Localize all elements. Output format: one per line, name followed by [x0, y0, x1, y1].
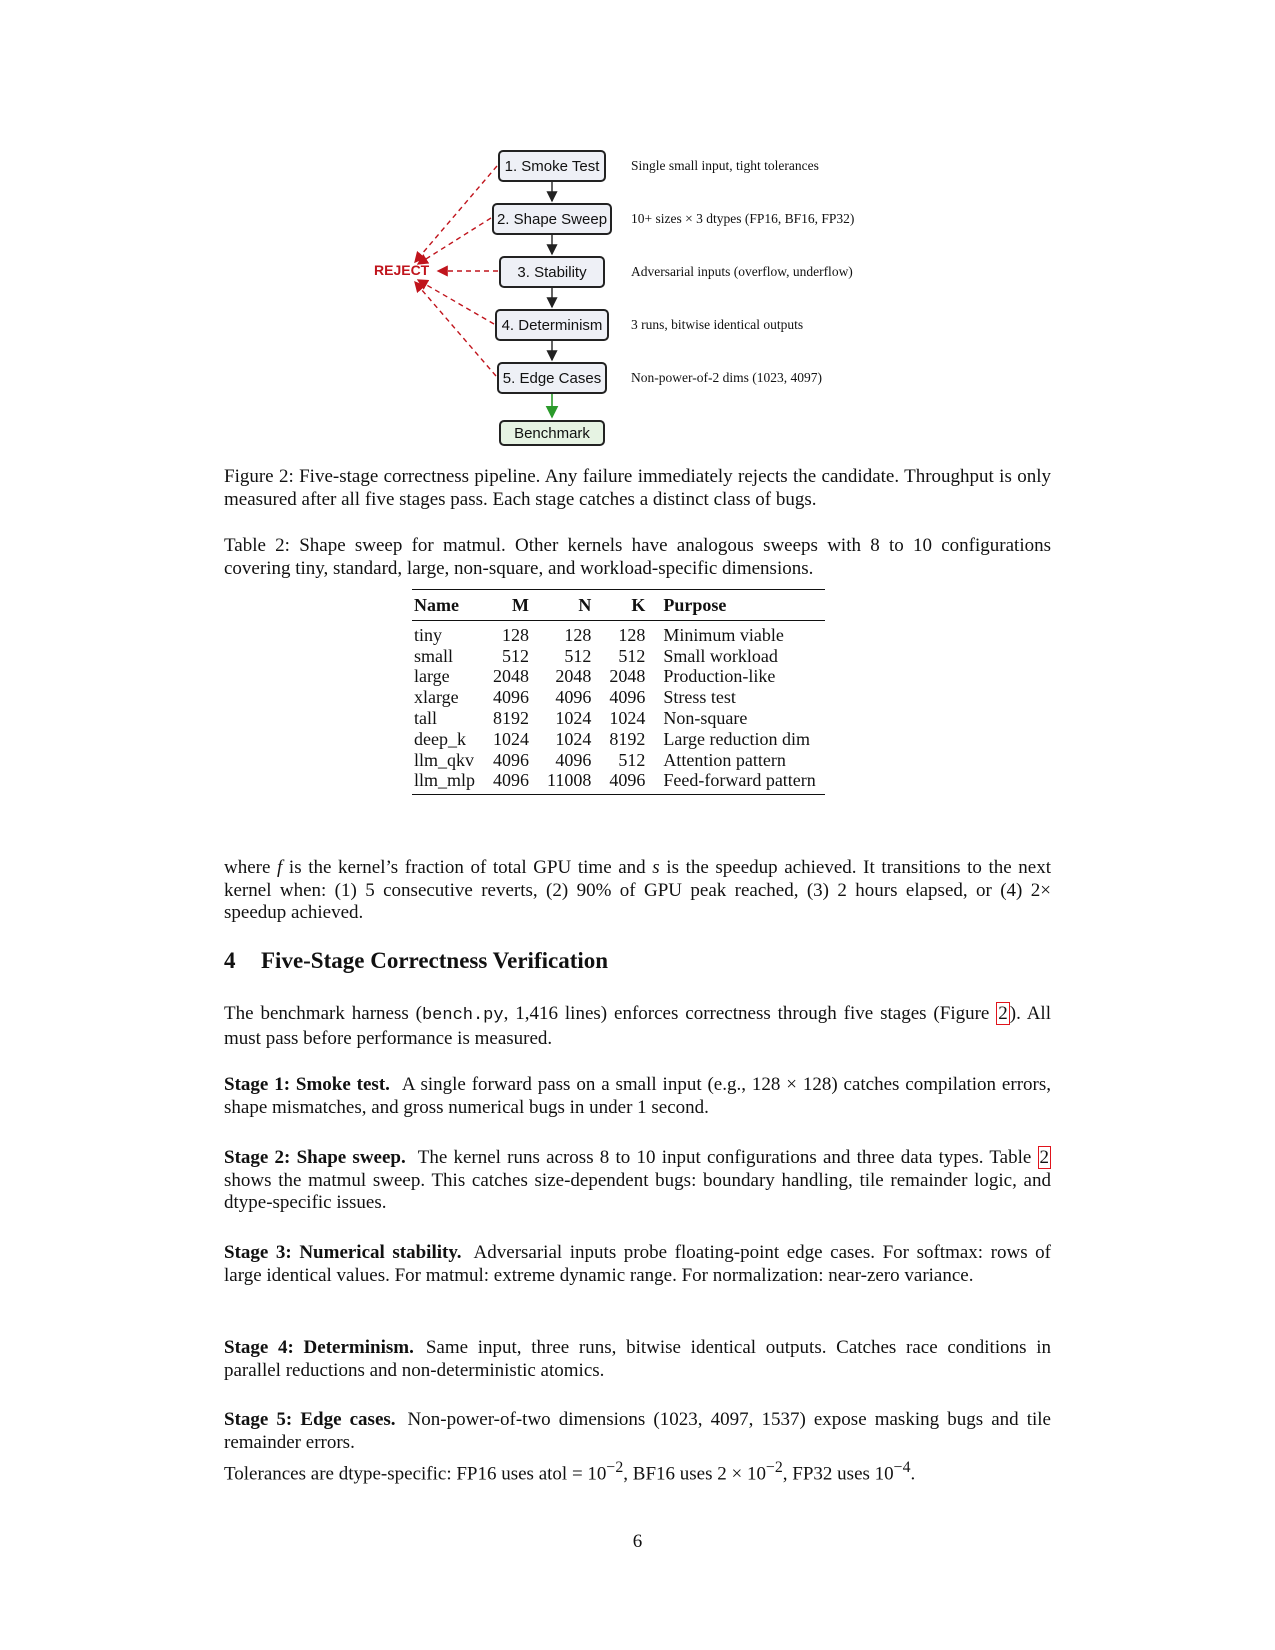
- stage-body: Non-power-of-two dimensions (1023, 4097, 1537) expose masking bugs and tile remainder errors.: [224, 1409, 1051, 1453]
- cell-m: 4096: [493, 749, 530, 770]
- stage-5-paragraph: [224, 1409, 1051, 1454]
- table-caption: Table 2: Shape sweep for matmul. Other kernels have analogous sweeps with 8 to 10 configurations covering tiny, standard, large, non-square, and workload-specific dimensions.: [224, 535, 1051, 579]
- section-heading: [224, 948, 608, 974]
- text-run: , FP32 uses 10: [782, 1463, 894, 1485]
- reject-line-1: [415, 166, 497, 262]
- stage-desc-stability: Adversarial inputs (overflow, underflow): [631, 264, 853, 279]
- stage-box-stability: 3. Stability: [499, 256, 605, 288]
- cell-k: 512: [618, 749, 646, 770]
- exponent: −2: [765, 1459, 783, 1476]
- table-row: [412, 770, 825, 794]
- table-row: [412, 620, 825, 645]
- table-ref-link[interactable]: 2: [1039, 1147, 1049, 1168]
- figure-ref-link[interactable]: 2: [998, 1003, 1008, 1024]
- run-in-heading: Stage 1: Smoke test.: [224, 1074, 390, 1095]
- cell-m: 128: [502, 624, 530, 645]
- cell-m: 2048: [493, 666, 530, 687]
- cell-m: 1024: [493, 728, 530, 749]
- math-var-s: s: [652, 857, 660, 878]
- cell-name: llm_mlp: [412, 770, 484, 794]
- stage-4-paragraph: [224, 1337, 1051, 1382]
- cell-name: llm_qkv: [414, 749, 475, 770]
- stage-desc-shape-sweep: 10+ sizes × 3 dtypes (FP16, BF16, FP32): [631, 211, 855, 226]
- cell-k: 4096: [600, 770, 654, 794]
- text-run: , BF16 uses 2 × 10: [623, 1463, 766, 1485]
- reject-label: REJECT: [374, 262, 430, 278]
- cell-n: 4096: [555, 687, 592, 708]
- cell-n: 4096: [555, 749, 592, 770]
- text-run: .: [910, 1463, 916, 1485]
- col-header-m: M: [484, 590, 538, 621]
- col-header-purpose: Purpose: [654, 590, 824, 621]
- stage-body: shows the matmul sweep. This catches size-dependent bugs: boundary handling, tile remainder logic, and dtype-specific issues.: [224, 1169, 1051, 1213]
- text-run: Tolerances are dtype-specific: FP16 uses atol = 10: [224, 1463, 607, 1485]
- cell-m: 4096: [484, 770, 538, 794]
- figure-caption: Figure 2: Five-stage correctness pipeline. Any failure immediately rejects the candidate. Throughput is only measured after all five stages pass. Each stage catches a distinct class of bugs.: [224, 466, 1051, 510]
- exponent: −2: [606, 1459, 624, 1476]
- text-run: , 1,416 lines) enforces correctness through five stages (Figure: [503, 1003, 997, 1024]
- stage-2-paragraph: [224, 1147, 1051, 1215]
- cell-purpose: Small workload: [663, 645, 778, 666]
- tolerances-paragraph: [224, 1457, 1051, 1486]
- stage-3-paragraph: [224, 1242, 1051, 1287]
- cell-purpose: Minimum viable: [663, 624, 784, 645]
- cell-purpose: Feed-forward pattern: [654, 770, 824, 794]
- cell-k: 2048: [609, 666, 646, 687]
- shape-sweep-table: [412, 589, 825, 795]
- math-var-f: f: [277, 857, 283, 878]
- stage-desc-smoke-test: Single small input, tight tolerances: [631, 158, 819, 173]
- cell-purpose: Non-square: [663, 707, 748, 728]
- exponent: −4: [893, 1459, 911, 1476]
- table-row: [412, 708, 825, 729]
- cell-purpose: Stress test: [663, 687, 736, 708]
- run-in-heading: Stage 3: Numerical stability.: [224, 1242, 462, 1263]
- text-run: is the kernel’s fraction of total GPU time and: [282, 857, 653, 878]
- table-row: [412, 666, 825, 687]
- cell-purpose: Large reduction dim: [663, 728, 810, 749]
- harness-paragraph: [224, 1003, 1051, 1050]
- cell-k: 1024: [609, 707, 646, 728]
- table-row: [412, 687, 825, 708]
- cell-purpose: Attention pattern: [663, 749, 786, 770]
- cell-purpose: Production-like: [663, 666, 776, 687]
- pipeline-figure: [0, 0, 1275, 440]
- section-number: 4: [224, 948, 236, 973]
- cell-k: 512: [618, 645, 646, 666]
- cell-n: 11008: [538, 770, 600, 794]
- stage-desc-determinism: 3 runs, bitwise identical outputs: [631, 317, 804, 332]
- stage-box-smoke-test: 1. Smoke Test: [498, 150, 606, 182]
- code-bench-py: bench.py: [421, 1006, 504, 1025]
- cell-k: 4096: [609, 687, 646, 708]
- table-header-row: [412, 590, 825, 621]
- col-header-k: K: [600, 590, 654, 621]
- run-in-heading: Stage 2: Shape sweep.: [224, 1147, 406, 1168]
- cell-name: large: [414, 666, 450, 687]
- cell-n: 128: [564, 624, 592, 645]
- cell-m: 512: [502, 645, 530, 666]
- text-run: is the speedup achieved. It transitions to the next kernel when: (1) 5 consecutive reverts, (2) 90% of GPU peak reached, (3) 2 hours elapsed, or (4) 2× speedup achieved.: [224, 857, 1052, 923]
- cell-n: 1024: [555, 728, 592, 749]
- text-run: where: [224, 857, 278, 878]
- reject-line-4: [418, 280, 494, 324]
- stage-body: A single forward pass on a small input (e.g., 128 × 128) catches compilation errors, shape mismatches, and gross numerical bugs in under 1 second.: [224, 1074, 1051, 1118]
- speedup-paragraph: [224, 857, 1051, 925]
- table-row: [412, 750, 825, 771]
- cell-k: 8192: [609, 728, 646, 749]
- table-row: [412, 646, 825, 667]
- stage-body: Adversarial inputs probe floating-point edge cases. For softmax: rows of large identical values. For matmul: extreme dynamic range. For normalization: near-zero variance.: [224, 1242, 1051, 1286]
- cell-k: 128: [618, 624, 646, 645]
- cell-n: 512: [564, 645, 592, 666]
- stage-body: The kernel runs across 8 to 10 input configurations and three data types. Table: [417, 1147, 1038, 1168]
- reject-line-2: [418, 218, 491, 264]
- stage-box-determinism: 4. Determinism: [495, 309, 609, 341]
- text-run: ). All must pass before performance is measured.: [224, 1003, 1051, 1049]
- stage-body: Same input, three runs, bitwise identical outputs. Catches race conditions in parallel reductions and non-deterministic atomics.: [224, 1337, 1051, 1381]
- page-number: 6: [632, 1531, 643, 1552]
- stage-desc-edge-cases: Non-power-of-2 dims (1023, 4097): [631, 370, 822, 385]
- col-header-n: N: [538, 590, 600, 621]
- run-in-heading: Stage 5: Edge cases.: [224, 1409, 396, 1430]
- stage-1-paragraph: [224, 1074, 1051, 1119]
- cell-name: xlarge: [414, 687, 459, 708]
- cell-n: 2048: [555, 666, 592, 687]
- cell-m: 8192: [493, 707, 530, 728]
- table-row: [412, 729, 825, 750]
- text-run: The benchmark harness (: [224, 1003, 422, 1024]
- stage-box-shape-sweep: 2. Shape Sweep: [492, 203, 612, 235]
- section-title: Five-Stage Correctness Verification: [261, 948, 609, 973]
- benchmark-box: Benchmark: [499, 420, 605, 446]
- cell-name: deep_k: [414, 728, 466, 749]
- cell-name: tall: [414, 707, 437, 728]
- cell-name: small: [414, 645, 453, 666]
- stage-box-edge-cases: 5. Edge Cases: [497, 362, 607, 394]
- cell-n: 1024: [555, 707, 592, 728]
- run-in-heading: Stage 4: Determinism.: [224, 1337, 414, 1358]
- cell-name: tiny: [414, 624, 443, 645]
- reject-line-5: [415, 282, 496, 376]
- cell-m: 4096: [493, 687, 530, 708]
- col-header-name: Name: [412, 590, 484, 621]
